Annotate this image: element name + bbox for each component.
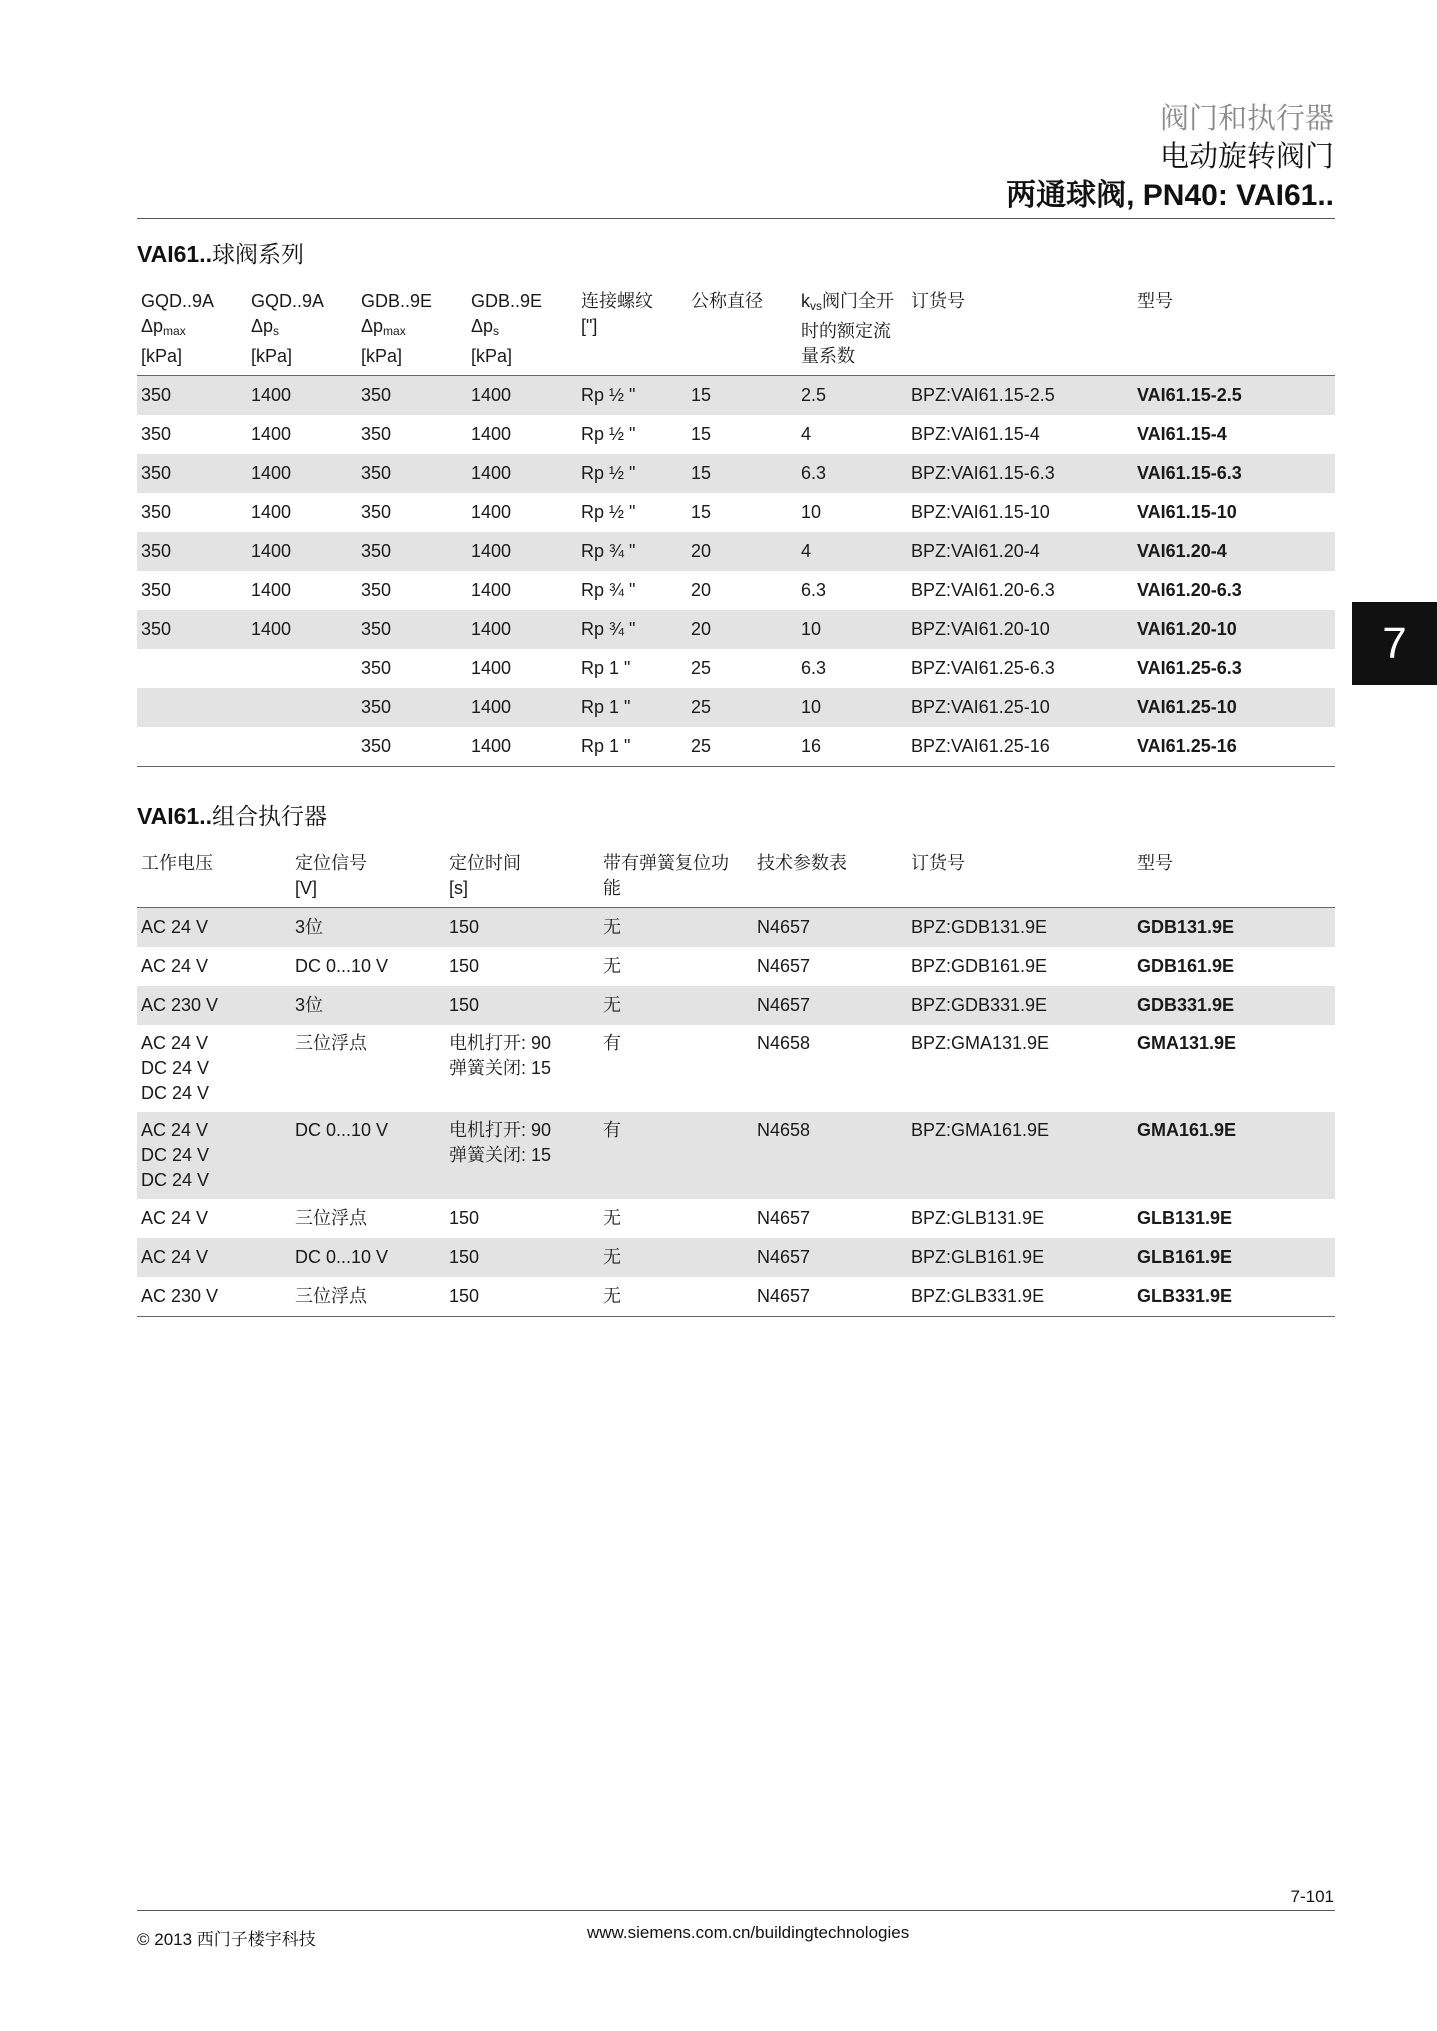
table-cell: 350 <box>361 385 392 405</box>
table-row <box>137 1199 1335 1238</box>
column-header <box>247 285 357 376</box>
header-text: 工作电压 <box>141 853 213 873</box>
section-title-bold: VAI61.. <box>137 803 212 829</box>
table-cell: 1400 <box>471 697 512 717</box>
table-cell: 1400 <box>251 385 292 405</box>
header-subscript: s <box>273 324 280 338</box>
table-cell: 15 <box>691 463 712 483</box>
table-cell: 6.3 <box>801 658 827 678</box>
model-cell: GDB161.9E <box>1137 956 1235 976</box>
signal-cell: 三位浮点 <box>295 1208 367 1228</box>
signal-cell: DC 0...10 V <box>295 956 389 976</box>
column-header <box>907 847 1133 908</box>
table-cell: 25 <box>691 697 712 717</box>
header-line: 量系数 <box>801 346 855 366</box>
column-header <box>357 285 467 376</box>
model-cell: VAI61.25-10 <box>1137 697 1237 717</box>
header-line: [kPa] <box>361 346 403 366</box>
model-cell: VAI61.20-4 <box>1137 541 1227 561</box>
datasheet-cell: N4657 <box>757 917 811 937</box>
header-line: [kPa] <box>251 346 293 366</box>
header-line: [s] <box>449 878 469 898</box>
header-text: Δp <box>361 316 384 336</box>
valve-table-header <box>137 285 1335 376</box>
time-cell <box>445 908 599 948</box>
order-cell: BPZ:GLB331.9E <box>911 1286 1045 1306</box>
table-cell: BPZ:VAI61.15-10 <box>911 502 1050 522</box>
header-title: 两通球阀, PN40: VAI61.. <box>1006 179 1334 212</box>
table-cell: 1400 <box>471 658 512 678</box>
copyright: © 2013 西门子楼宇科技 <box>137 1930 316 1949</box>
table-cell <box>247 649 357 688</box>
voltage-cell <box>137 908 291 948</box>
table-cell <box>247 727 357 767</box>
table-cell: 350 <box>141 541 172 561</box>
header-text: 型号 <box>1137 853 1173 873</box>
table-cell: 1400 <box>471 736 512 756</box>
order-cell: BPZ:GLB161.9E <box>911 1247 1045 1267</box>
table-row <box>137 1112 1335 1199</box>
voltage-line: AC 24 V <box>141 1208 209 1228</box>
table-row <box>137 908 1335 948</box>
voltage-line: AC 24 V <box>141 917 209 937</box>
website-link[interactable]: www.siemens.com.cn/buildingtechnologies <box>587 1923 910 1942</box>
header-text: GDB..9E <box>361 291 433 311</box>
signal-cell: 三位浮点 <box>295 1033 367 1053</box>
header-line <box>141 851 287 876</box>
voltage-line: AC 230 V <box>141 995 219 1015</box>
header-line <box>911 851 1129 876</box>
header-category: 阀门和执行器 <box>1159 103 1334 135</box>
table-cell: Rp ½ " <box>581 502 636 522</box>
header-line <box>603 851 749 876</box>
datasheet-cell: N4657 <box>757 1247 811 1267</box>
table-cell: 350 <box>361 697 392 717</box>
spring-cell: 无 <box>603 1286 621 1306</box>
voltage-line: DC 24 V <box>141 1058 210 1078</box>
time-cell <box>445 1238 599 1277</box>
column-header <box>445 847 599 908</box>
table-row <box>137 1277 1335 1317</box>
header-line <box>1137 851 1331 876</box>
section-title-bold: VAI61.. <box>137 241 212 267</box>
table-cell: 350 <box>141 424 172 444</box>
model-cell: VAI61.15-4 <box>1137 424 1227 444</box>
actuator-table <box>137 847 1335 1317</box>
page-number: 7-101 <box>1290 1887 1334 1906</box>
table-row <box>137 986 1335 1025</box>
table-cell: 16 <box>801 736 822 756</box>
voltage-cell <box>137 1025 291 1112</box>
table-cell: BPZ:VAI61.20-4 <box>911 541 1040 561</box>
time-cell <box>445 1277 599 1317</box>
table-cell: 15 <box>691 424 712 444</box>
column-header <box>687 285 797 376</box>
model-cell: VAI61.15-2.5 <box>1137 385 1242 405</box>
header-line: [V] <box>295 878 318 898</box>
table-cell: 350 <box>141 580 172 600</box>
table-cell <box>137 688 247 727</box>
time-line: 150 <box>449 1247 480 1267</box>
column-header <box>137 285 247 376</box>
header-text: 连接螺纹 <box>581 291 653 311</box>
model-cell: VAI61.15-10 <box>1137 502 1237 522</box>
voltage-cell <box>137 1199 291 1238</box>
spring-cell: 有 <box>603 1120 621 1140</box>
time-line: 弹簧关闭: 15 <box>449 1145 552 1165</box>
table-cell <box>137 727 247 767</box>
table-cell: Rp ¾ " <box>581 619 636 639</box>
voltage-line: AC 230 V <box>141 1286 219 1306</box>
order-cell: BPZ:GMA161.9E <box>911 1120 1050 1140</box>
section-title-rest: 组合执行器 <box>212 803 327 829</box>
model-cell: GLB131.9E <box>1137 1208 1233 1228</box>
table-cell: 1400 <box>471 502 512 522</box>
spring-cell: 无 <box>603 956 621 976</box>
header-subscript: s <box>493 324 500 338</box>
table-row <box>137 415 1335 454</box>
header-text: 阀门全开 <box>822 291 894 311</box>
time-line: 150 <box>449 1208 480 1228</box>
table-cell: 1400 <box>251 580 292 600</box>
table-cell: 350 <box>361 658 392 678</box>
table-row <box>137 947 1335 986</box>
table-cell: 1400 <box>471 541 512 561</box>
spring-cell: 无 <box>603 1247 621 1267</box>
header-text: 订货号 <box>911 853 965 873</box>
header-line: [kPa] <box>141 346 183 366</box>
model-cell: GLB161.9E <box>1137 1247 1233 1267</box>
voltage-line: DC 24 V <box>141 1170 210 1190</box>
model-cell: VAI61.20-10 <box>1137 619 1237 639</box>
model-cell: GDB131.9E <box>1137 917 1235 937</box>
column-header <box>467 285 577 376</box>
table-cell: 25 <box>691 658 712 678</box>
table-cell: 6.3 <box>801 463 827 483</box>
column-header <box>907 285 1133 376</box>
table-cell: Rp 1 " <box>581 736 631 756</box>
column-header <box>1133 847 1335 908</box>
header-line <box>801 289 903 319</box>
header-text: k <box>801 291 810 311</box>
table-cell: 20 <box>691 619 712 639</box>
table-cell: 350 <box>141 502 172 522</box>
order-cell: BPZ:GMA131.9E <box>911 1033 1050 1053</box>
table-cell: 10 <box>801 697 822 717</box>
order-cell: BPZ:GLB131.9E <box>911 1208 1045 1228</box>
order-cell: BPZ:GDB131.9E <box>911 917 1048 937</box>
spring-cell: 无 <box>603 1208 621 1228</box>
footer-divider <box>137 1910 1335 1911</box>
table-cell: 20 <box>691 580 712 600</box>
table-cell: Rp ½ " <box>581 463 636 483</box>
order-cell: BPZ:GDB331.9E <box>911 995 1048 1015</box>
table-cell: 10 <box>801 502 822 522</box>
header-line <box>911 289 1129 314</box>
table-row <box>137 532 1335 571</box>
header-text: 技术参数表 <box>757 853 847 873</box>
time-line: 150 <box>449 917 480 937</box>
table-cell: 1400 <box>251 541 292 561</box>
table-row <box>137 688 1335 727</box>
table-cell: Rp ¾ " <box>581 580 636 600</box>
datasheet-cell: N4657 <box>757 956 811 976</box>
table-cell: 25 <box>691 736 712 756</box>
spring-cell: 无 <box>603 995 621 1015</box>
header-subscript: max <box>383 324 406 338</box>
time-cell <box>445 1112 599 1199</box>
table-cell: BPZ:VAI61.15-6.3 <box>911 463 1055 483</box>
table-row <box>137 454 1335 493</box>
voltage-cell <box>137 1112 291 1199</box>
model-cell: GMA131.9E <box>1137 1033 1237 1053</box>
table-cell: 350 <box>361 502 392 522</box>
time-line: 150 <box>449 995 480 1015</box>
header-text: 型号 <box>1137 291 1173 311</box>
model-cell: VAI61.25-6.3 <box>1137 658 1242 678</box>
header-line <box>449 851 595 876</box>
table-cell: Rp 1 " <box>581 697 631 717</box>
time-line: 150 <box>449 1286 480 1306</box>
table-row <box>137 1025 1335 1112</box>
table-cell: 4 <box>801 541 812 561</box>
table-cell <box>247 688 357 727</box>
table-cell: 2.5 <box>801 385 827 405</box>
table-cell: 1400 <box>251 619 292 639</box>
column-header <box>599 847 753 908</box>
signal-cell: 3位 <box>295 917 324 937</box>
header-text: 带有弹簧复位功 <box>603 853 729 873</box>
table-cell: Rp ½ " <box>581 385 636 405</box>
time-cell <box>445 947 599 986</box>
voltage-cell <box>137 986 291 1025</box>
table-cell: 15 <box>691 502 712 522</box>
header-line <box>141 289 243 314</box>
header-line: 能 <box>603 878 621 898</box>
time-line: 150 <box>449 956 480 976</box>
table-cell: BPZ:VAI61.25-10 <box>911 697 1050 717</box>
voltage-line: DC 24 V <box>141 1145 210 1165</box>
signal-cell: DC 0...10 V <box>295 1120 389 1140</box>
table-cell: 350 <box>361 736 392 756</box>
datasheet-cell: N4658 <box>757 1033 811 1053</box>
table-row <box>137 649 1335 688</box>
header-text: Δp <box>251 316 274 336</box>
header-text: GQD..9A <box>251 291 325 311</box>
datasheet-cell: N4657 <box>757 995 811 1015</box>
valve-table <box>137 285 1335 767</box>
datasheet-cell: N4657 <box>757 1208 811 1228</box>
datasheet-cell: N4658 <box>757 1120 811 1140</box>
table-cell: 6.3 <box>801 580 827 600</box>
table-cell: 350 <box>361 463 392 483</box>
chapter-tab: 7 <box>1352 602 1437 685</box>
time-cell <box>445 1199 599 1238</box>
header-line <box>757 851 903 876</box>
header-subscript: max <box>163 324 186 338</box>
time-line: 电机打开: 90 <box>449 1033 552 1053</box>
header-subscript: vs <box>810 299 822 313</box>
table-cell: BPZ:VAI61.15-2.5 <box>911 385 1055 405</box>
table-row <box>137 571 1335 610</box>
header-text: 定位时间 <box>449 853 521 873</box>
header-line <box>1137 289 1331 314</box>
header-text: 公称直径 <box>691 291 763 311</box>
header-line <box>361 289 463 314</box>
header-text: Δp <box>141 316 164 336</box>
actuator-table-header <box>137 847 1335 908</box>
voltage-line: AC 24 V <box>141 956 209 976</box>
time-cell <box>445 1025 599 1112</box>
table-cell: 10 <box>801 619 822 639</box>
signal-cell: 三位浮点 <box>295 1286 367 1306</box>
section-title-valves <box>137 236 304 269</box>
time-line: 电机打开: 90 <box>449 1120 552 1140</box>
section-title-actuators <box>137 798 327 831</box>
table-cell: 1400 <box>251 502 292 522</box>
header-text: GQD..9A <box>141 291 215 311</box>
column-header <box>797 285 907 376</box>
table-cell: 1400 <box>471 580 512 600</box>
signal-cell: 3位 <box>295 995 324 1015</box>
column-header <box>577 285 687 376</box>
model-cell: GMA161.9E <box>1137 1120 1237 1140</box>
table-cell: BPZ:VAI61.20-6.3 <box>911 580 1055 600</box>
table-cell: BPZ:VAI61.15-4 <box>911 424 1040 444</box>
page-header <box>1006 100 1334 216</box>
table-row <box>137 610 1335 649</box>
header-line <box>361 314 463 344</box>
table-cell: 1400 <box>471 463 512 483</box>
table-row <box>137 376 1335 416</box>
voltage-line: AC 24 V <box>141 1033 209 1053</box>
voltage-line: DC 24 V <box>141 1083 210 1103</box>
time-cell <box>445 986 599 1025</box>
model-cell: GLB331.9E <box>1137 1286 1233 1306</box>
voltage-cell <box>137 1238 291 1277</box>
voltage-line: AC 24 V <box>141 1247 209 1267</box>
signal-cell: DC 0...10 V <box>295 1247 389 1267</box>
header-line: ["] <box>581 316 598 336</box>
table-cell: Rp 1 " <box>581 658 631 678</box>
table-cell: 350 <box>361 619 392 639</box>
table-cell: 350 <box>141 463 172 483</box>
header-line <box>251 289 353 314</box>
table-cell <box>137 649 247 688</box>
header-divider <box>137 218 1335 219</box>
header-line <box>141 314 243 344</box>
table-row <box>137 493 1335 532</box>
header-line <box>251 314 353 344</box>
header-text: 订货号 <box>911 291 965 311</box>
table-cell: Rp ½ " <box>581 424 636 444</box>
section-title-rest: 球阀系列 <box>212 241 304 267</box>
table-cell: 20 <box>691 541 712 561</box>
order-cell: BPZ:GDB161.9E <box>911 956 1048 976</box>
column-header <box>1133 285 1335 376</box>
column-header <box>137 847 291 908</box>
voltage-cell <box>137 1277 291 1317</box>
header-line: 时的额定流 <box>801 321 891 341</box>
table-cell: BPZ:VAI61.20-10 <box>911 619 1050 639</box>
table-cell: 350 <box>141 619 172 639</box>
table-cell: 1400 <box>251 424 292 444</box>
datasheet-cell: N4657 <box>757 1286 811 1306</box>
table-cell: 350 <box>361 424 392 444</box>
voltage-line: AC 24 V <box>141 1120 209 1140</box>
table-row <box>137 1238 1335 1277</box>
table-cell: 1400 <box>471 385 512 405</box>
table-cell: 1400 <box>251 463 292 483</box>
time-line: 弹簧关闭: 15 <box>449 1058 552 1078</box>
table-cell: 350 <box>361 541 392 561</box>
table-cell: 350 <box>141 385 172 405</box>
header-line: [kPa] <box>471 346 513 366</box>
table-cell: Rp ¾ " <box>581 541 636 561</box>
header-text: GDB..9E Δp <box>471 291 543 336</box>
table-cell: 1400 <box>471 424 512 444</box>
model-cell: VAI61.25-16 <box>1137 736 1237 756</box>
header-line <box>691 289 793 314</box>
table-cell: 4 <box>801 424 812 444</box>
spring-cell: 无 <box>603 917 621 937</box>
spring-cell: 有 <box>603 1033 621 1053</box>
voltage-cell <box>137 947 291 986</box>
column-header <box>753 847 907 908</box>
header-line <box>471 289 573 344</box>
column-header <box>291 847 445 908</box>
header-subtitle: 电动旋转阀门 <box>1159 141 1334 173</box>
table-cell: BPZ:VAI61.25-6.3 <box>911 658 1055 678</box>
table-cell: 15 <box>691 385 712 405</box>
header-line <box>295 851 441 876</box>
table-cell: 350 <box>361 580 392 600</box>
model-cell: VAI61.15-6.3 <box>1137 463 1242 483</box>
table-row <box>137 727 1335 767</box>
header-line <box>581 289 683 314</box>
header-text: 定位信号 <box>295 853 367 873</box>
model-cell: GDB331.9E <box>1137 995 1235 1015</box>
table-cell: 1400 <box>471 619 512 639</box>
model-cell: VAI61.20-6.3 <box>1137 580 1242 600</box>
table-cell: BPZ:VAI61.25-16 <box>911 736 1050 756</box>
